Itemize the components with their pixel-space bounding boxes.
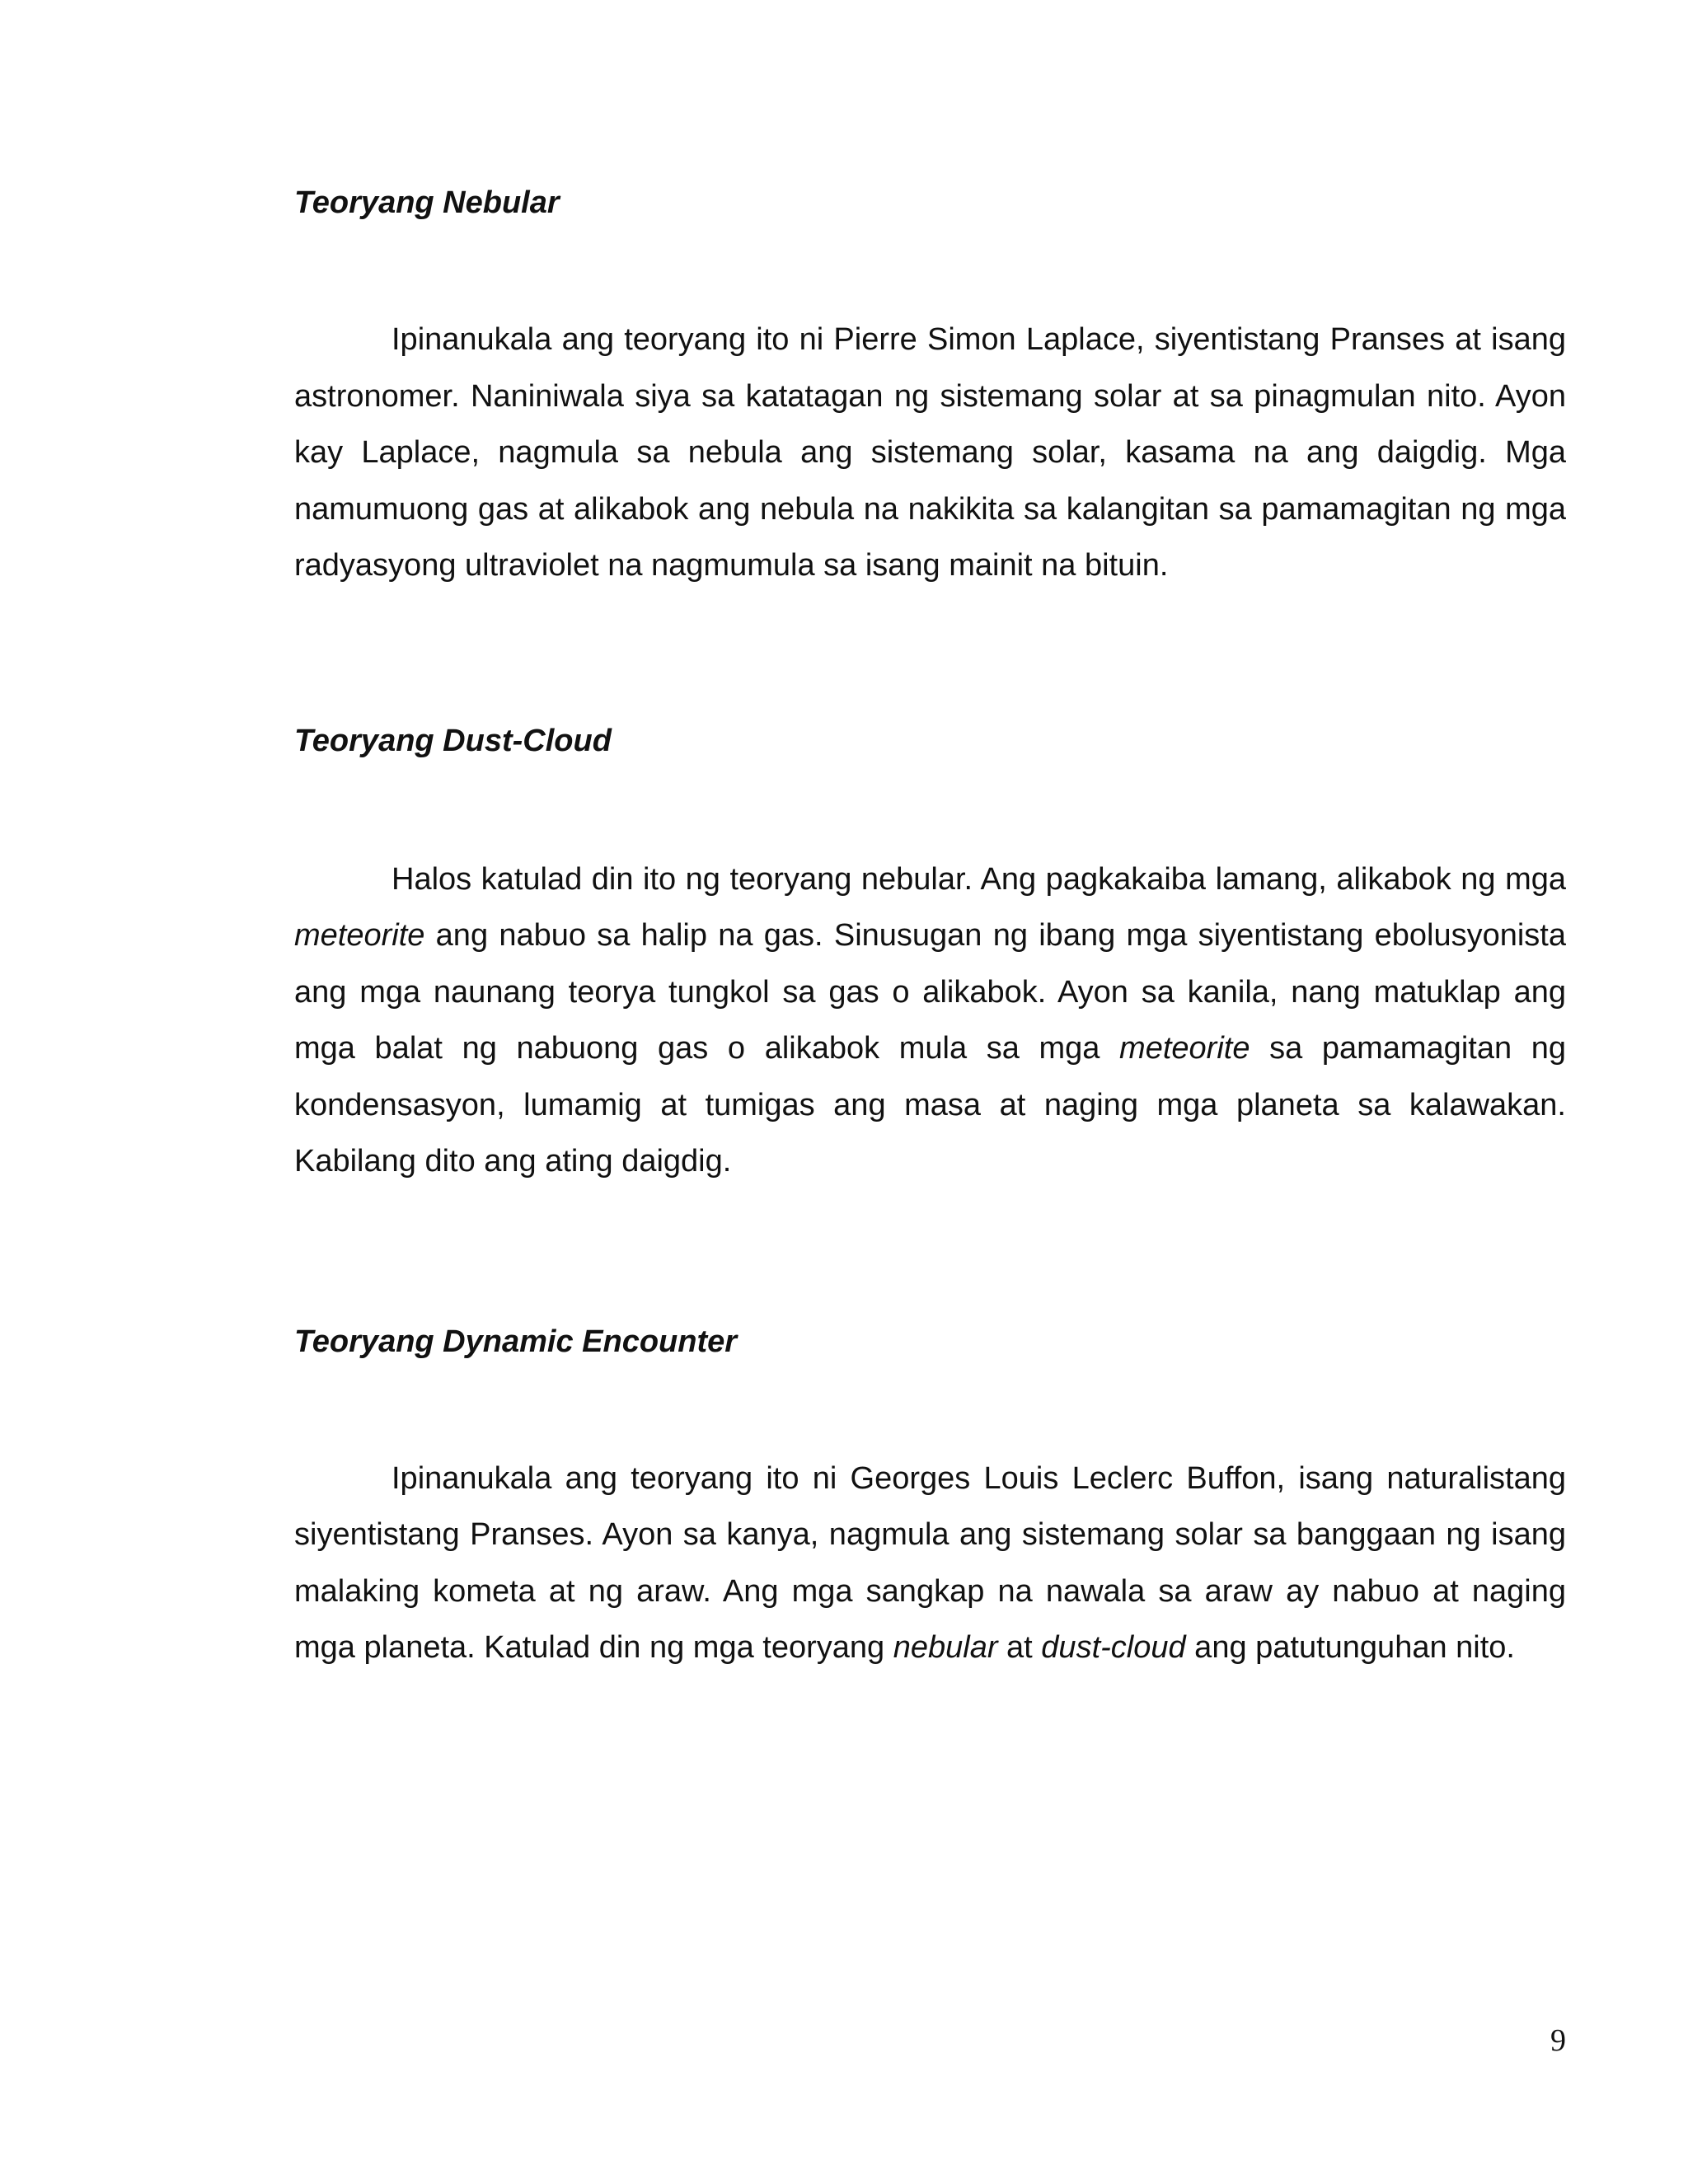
paragraph-text: at (997, 1630, 1042, 1665)
italic-term: nebular (893, 1630, 998, 1665)
italic-term: meteorite (1119, 1031, 1250, 1066)
paragraph-text: Halos katulad din ito ng teoryang nebular. Ang pagkakaiba lamang, alikabok ng mga (392, 861, 1566, 897)
section-paragraph-nebular (294, 312, 1566, 594)
paragraph-text: ang patutunguhan nito. (1185, 1630, 1515, 1665)
italic-term: meteorite (294, 918, 425, 953)
section-heading-nebular: Teoryang Nebular (294, 185, 560, 220)
paragraph-text: Ipinanukala ang teoryang ito ni Pierre Simon Laplace, siyentistang Pranses at isang astronomer. Naniniwala siya sa katatagan ng sistemang solar at sa pinagmulan nito. Ayon kay Laplace, nagmula sa nebula ang sistemang solar, kasama na ang daigdig. Mga namumuong gas at alikabok ang nebula na nakikita sa kalangitan sa pamamagitan ng mga radyasyong ultraviolet na nagmumula sa isang mainit na bituin. (294, 322, 1566, 583)
paragraph-text: ang nabuo sa halip na gas. Sinusugan ng ibang mga siyentistang ebolusyonista ang mga naunang teorya tungkol sa gas o alikabok. Ayon sa kanila, nang matuklap ang mga balat ng nabuong gas o alikabok mula sa mga (294, 918, 1566, 1066)
section-paragraph-dust-cloud (294, 851, 1566, 1190)
paragraph-text: Ipinanukala ang teoryang ito ni Georges Louis Leclerc Buffon, isang naturalistang siyentistang Pranses. Ayon sa kanya, nagmula ang sistemang solar sa banggaan ng isang malaking kometa at ng araw. Ang mga sangkap na nawala sa araw ay nabuo at naging mga planeta. Katulad din ng mga teoryang (294, 1460, 1566, 1665)
section-heading-dust-cloud: Teoryang Dust-Cloud (294, 723, 612, 758)
page-content (294, 183, 1566, 1676)
paragraph-text: sa pamamagitan ng kondensasyon, lumamig at tumigas ang masa at naging mga planeta sa kalawakan. Kabilang dito ang ating daigdig. (294, 1031, 1566, 1179)
section-heading-dynamic-encounter: Teoryang Dynamic Encounter (294, 1324, 738, 1359)
italic-term: dust-cloud (1041, 1630, 1186, 1665)
section-paragraph-dynamic-encounter (294, 1451, 1566, 1676)
page-number: 9 (1550, 2023, 1566, 2058)
